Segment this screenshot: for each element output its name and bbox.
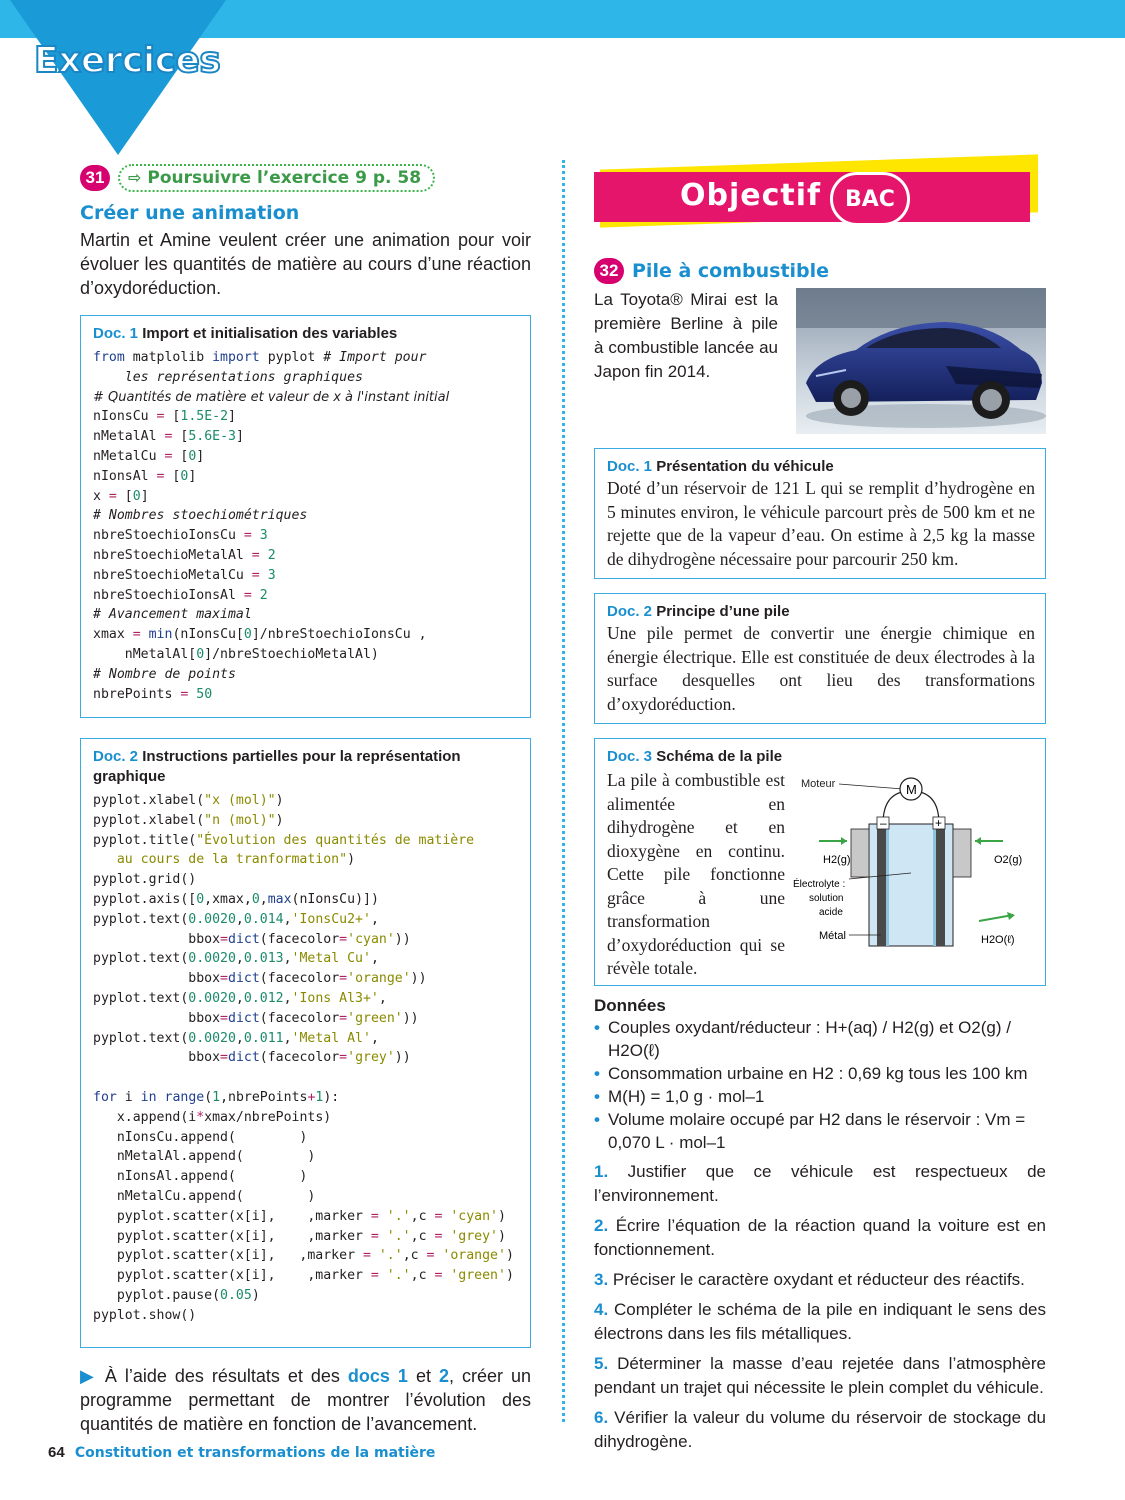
cathode [936,829,945,946]
doc1-title-text: Import et initialisation des variables [142,325,398,342]
doc-link-2[interactable]: 2 [438,1366,449,1386]
question-item [594,1406,1046,1454]
doc2-title-text: Principe d’une pile [656,603,790,620]
exercise-intro: Martin et Amine veulent créer une animation pour voir évoluer les quantités de matière au cours d’une réaction d’oxydoréduction. [80,230,531,298]
h2o-arrow [979,915,1013,921]
o2-arrowhead [975,837,981,845]
objectif-bac-banner [594,160,1046,230]
code-block-2: pyplot.xlabel("x (mol)") pyplot.xlabel("n (mol)") pyplot.title("Évolution des quantités de matière au cours de la tranformation") pyplot.grid() pyplot.axis([0,xmax,0,max(nIonsCu)]) pyplot.text(0.0020,0.014,'IonsCu2+', bbox=dict(facecolor='cyan')) pyplot.text(0.0020,0.013,'Metal Cu', bbox=dict(facecolor='orange')) pyplot.text(0.0020,0.012,'Ions Al3+', bbox=dict(facecolor='green')) pyplot.text(0.0020,0.011,'Metal Al', bbox=dict(facecolor='grey')) for i in range(1,nbrePoints+1): x.append(i*xmax/nbrePoints) nIonsCu.append( ) nMetalAl.append( ) nIonsAl.append( ) nMetalCu.append( ) pyplot.scatter(x[i], ,marker = '.',c = 'cyan') pyplot.scatter(x[i], ,marker = '.',c = 'grey') pyplot.scatter(x[i], ,marker = '.',c = 'orange') pyplot.scatter(x[i], ,marker = '.',c = 'green') pyplot.pause(0.05) pyplot.show() [93,793,514,1323]
page-footer [48,1444,435,1461]
doc2-box [80,738,531,1348]
o2-label: O2(g) [994,854,1023,866]
donnee-item: • M(H) = 1,0 g · mol–1 [594,1085,1046,1108]
arrow-right-icon: ⇨ [128,168,142,187]
doc1-label: Doc. 1 [93,325,139,342]
acide-label: acide [819,907,843,918]
exercise-title: Créer une animation [80,202,300,224]
doc2-title-text: Instructions partielles pour la représentation graphique [93,748,461,785]
question-number: 3. [594,1269,609,1289]
question-number: 6. [594,1407,609,1427]
plus-sign: + [935,816,943,830]
exercise-number: 31 [80,165,110,191]
doc3-schema-box [594,738,1046,986]
doc2-principle-box [594,593,1046,724]
exercise-31-instruction [80,1364,531,1436]
question-number: 2. [594,1215,609,1235]
donnee-item: • Consommation urbaine en H2 : 0,69 kg tous les 100 km [594,1062,1046,1085]
bac-badge: BAC [830,172,910,226]
doc2-label: Doc. 2 [607,603,653,620]
moteur-label: Moteur [801,778,836,790]
question-text: Préciser le caractère oxydant et réducteur des réactifs. [612,1269,1025,1289]
moteur-pointer [839,784,903,789]
doc1-presentation-box [594,448,1046,579]
question-text: Justifier que ce véhicule est respectueux de l’environnement. [594,1161,1046,1205]
exercise-31-header [80,162,531,194]
doc3-body: La pile à combustible est alimentée en dihydrogène et en dioxygène en continu. Cette pile fonctionne grâce à une transformation d’oxydoréduction qui se révèle totale. [607,770,785,978]
h2o-label: H2O(ℓ) [981,934,1015,946]
donnee-item: • Couples oxydant/réducteur : H+(aq) / H2(g) et O2(g) / H2O(ℓ) [594,1016,1046,1062]
exercise-31 [80,162,531,1436]
solution-label: solution [809,893,844,904]
pursue-link[interactable] [118,164,435,192]
exercise-32-header [594,258,1046,284]
doc1-title [93,324,520,344]
metal-label: Métal [819,930,846,942]
doc2-body: Une pile permet de convertir une énergie chimique en énergie électrique. Elle est constituée de deux électrodes à la surface desquelles ont lieu des transformations d’oxydoréduction. [607,623,1035,714]
question-item [594,1298,1046,1346]
question-number: 1. [594,1161,609,1181]
donnee-item: • Volume molaire occupé par H2 dans le réservoir : Vm = 0,070 L · mol–1 [594,1108,1046,1154]
donnees-title: Données [594,995,666,1015]
cathode-layer [933,829,936,946]
doc1-body: Doté d’un réservoir de 121 L qui se remplit d’hydrogène en 5 minutes environ, le véhicule parcourt près de 500 km et ne rejette que de la vapeur d’eau. On estime à 2,5 kg la masse de dihydrogène nécessaire pour parcourir 250 km. [607,478,1035,569]
motor-m: M [906,782,917,797]
question-item [594,1214,1046,1262]
h2-inlet [851,829,869,877]
code-block-1: from matplolib import pyplot # Import pour les représentations graphiques # Quantités de matière et valeur de x à l'instant initial nIonsCu = [1.5E-2] nMetalAl = [5.6E-3] nMetalCu = [0] nIonsAl = [0] x = [0] # Nombres stoechiométriques nbreStoechioIonsCu = 3 nbreStoechioMetalAl = 2 nbreStoechioMetalCu = 3 nbreStoechioIonsAl = 2 # Avancement maximal xmax = min(nIonsCu[0]/nbreStoechioIonsCu , nMetalAl[0]/nbreStoechioMetalAl) # Nombre de points nbrePoints = 50 [93,350,450,702]
toyota-row [594,288,1046,434]
anode-layer [886,829,889,946]
question-text: Vérifier la valeur du volume du réservoir de stockage du dihydrogène. [594,1407,1046,1451]
exercise-number: 32 [594,258,624,284]
doc1-box [80,315,531,718]
question-text: Déterminer la masse d’eau rejetée dans l’atmosphère pendant un trajet qui nécessite le plein complet du véhicule. [594,1353,1046,1397]
instruction-text-1: À l’aide des résultats et des [104,1366,340,1386]
question-item [594,1268,1046,1292]
question-text: Compléter le schéma de la pile en indiquant le sens des électrons dans les fils métalliques. [594,1299,1046,1343]
h2-label: H2(g) [823,854,851,866]
doc3-title-text: Schéma de la pile [656,748,783,765]
doc2-title [93,747,520,787]
question-number: 5. [594,1353,609,1373]
exercise-title: Pile à combustible [632,260,830,282]
doc1-title-text: Présentation du véhicule [656,458,834,475]
footer-title: Constitution et transformations de la matière [74,1445,436,1461]
doc2-label: Doc. 2 [93,748,139,765]
o2-inlet [953,829,971,877]
question-number: 4. [594,1299,609,1319]
pursue-label: Poursuivre l’exercice 9 p. 58 [147,168,422,188]
objectif-label: Objectif [680,178,822,213]
doc1-title [607,457,1035,477]
h2o-arrowhead [1007,912,1015,920]
exercise-32-column [594,160,1046,1454]
toyota-intro: La Toyota® Mirai est la première Berline à pile à combustible lancée au Japon fin 2014. [594,290,778,381]
toyota-mirai-photo [796,288,1046,434]
page-number: 64 [48,1444,65,1461]
doc-link-1[interactable]: docs 1 [347,1366,408,1386]
doc3-label: Doc. 3 [607,748,653,765]
question-item [594,1352,1046,1400]
doc1-label: Doc. 1 [607,458,653,475]
column-divider [562,160,565,1422]
question-text: Écrire l’équation de la réaction quand la voiture est en fonctionnement. [594,1215,1046,1259]
donnees-list [594,1016,1046,1154]
electrolyte-label: Électrolyte : [793,879,846,890]
minus-sign: – [880,816,887,830]
instruction-text-2: , créer un programme permettant de montrer l’évolution des quantités de matière en fonction de l’avancement. [80,1366,531,1434]
question-item [594,1160,1046,1208]
page-title: Exercices [34,40,221,81]
h2-arrowhead [841,837,847,845]
doc3-title [607,747,1035,767]
doc2-title [607,602,1035,622]
doc3-content [607,769,1035,981]
instruction-and: et [415,1366,431,1386]
fuel-cell-diagram [791,769,1031,949]
anode [877,829,886,946]
questions-list [594,1160,1046,1454]
triangle-bullet-icon: ▶ [80,1366,97,1386]
